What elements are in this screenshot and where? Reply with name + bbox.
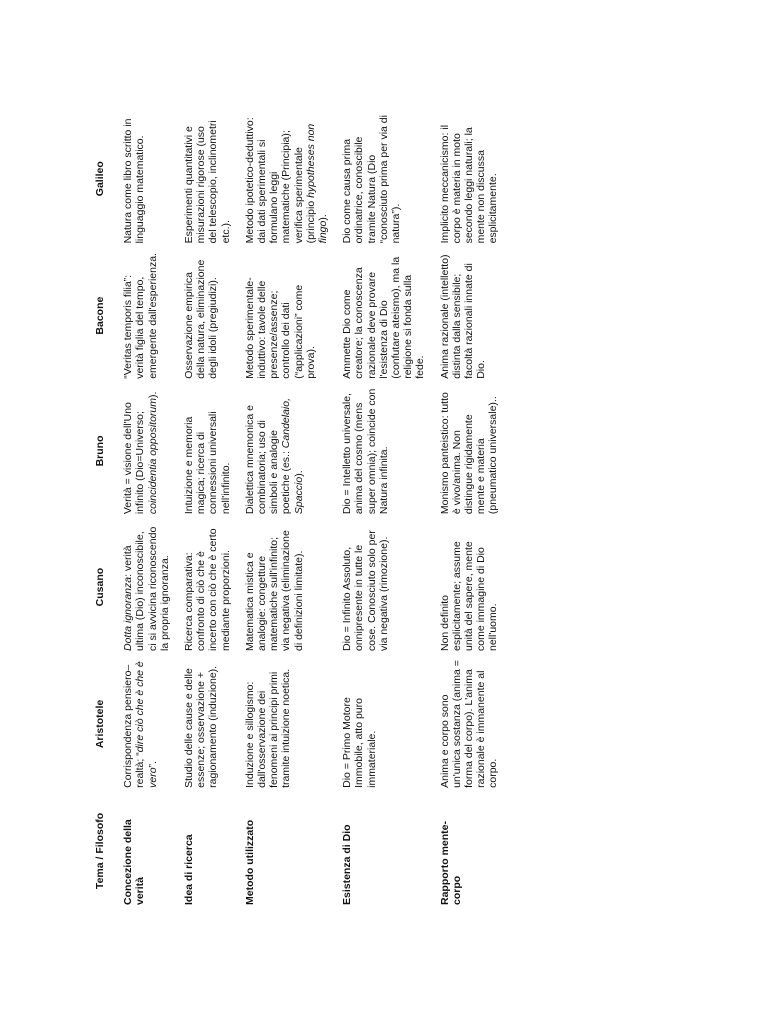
cell-bruno: Dio = Intelletto universale, anima del cosmo (mens super omnia); coincide con Natura infinita. xyxy=(341,388,390,515)
cell-aristotele: Studio delle cause e delle essenze; osservazione + ragionamento (induzione). xyxy=(183,665,220,788)
table-row xyxy=(337,109,434,909)
table-row xyxy=(118,109,179,909)
table-row xyxy=(435,109,508,909)
cell-aristotele: Anima e corpo sono un'unica sostanza (anima = forma del corpo). L'anima razionale è immanente al corpo. xyxy=(438,660,500,788)
table-row xyxy=(179,109,240,909)
corner-header: Tema / Filosofo xyxy=(94,812,106,890)
cell-galileo: Implicito meccanicismo: il corpo è materia in moto secondo leggi naturali; la mente non discussa esplicitamente. xyxy=(438,124,500,244)
cell-text: Corrispondenza pensiero–realtà; “ xyxy=(122,664,147,788)
cell-text: Dialettica mnemonica e combinatoria; uso di simboli e analogie poetiche (es.: xyxy=(243,405,293,515)
row-topic: Rapporto mente-corpo xyxy=(438,821,463,905)
cell-bacone: Osservazione empirica della natura, eliminazione degli idoli (pregiudizi). xyxy=(183,259,220,379)
col-header-bacone: Bacone xyxy=(94,296,106,335)
cell-aristotele xyxy=(118,655,179,792)
cell-italic-text: dire ciò che è che è vero xyxy=(134,661,159,788)
col-header-galileo: Galileo xyxy=(94,161,106,197)
cell-italic-text: Candelaio, Spaccio xyxy=(280,397,305,515)
col-header-cusano: Cusano xyxy=(94,567,106,607)
cell-text: ”. xyxy=(146,761,159,768)
cell-galileo: Esperimenti quantitativi e misurazioni rigorose (uso del telescopio, inclinometri etc.). xyxy=(183,120,232,244)
cell-aristotele: Dio = Primo Motore Immobile, atto puro immateriale. xyxy=(341,697,378,788)
cell-galileo xyxy=(240,109,337,247)
cell-galileo: Natura come libro scritto in linguaggio matematico. xyxy=(122,118,147,244)
cell-text: Metodo ipotetico-deduttivo: dai dati sperimentali si formulano leggi matematiche (Principia); verifica sperimentale (principio xyxy=(243,117,317,244)
cell-cusano: Non definito esplicitamente; assume unità del sapere, mente come immagine di Dio nell'uomo. xyxy=(438,541,500,652)
cell-italic-text: Dotta ignoranza xyxy=(122,576,135,652)
header-row xyxy=(90,109,118,909)
cell-bruno: Intuizione e memoria magica; ricerca di connessioni universali nell'infinito. xyxy=(183,411,232,515)
cell-text: ). xyxy=(146,391,159,398)
cell-bacone: Metodo sperimentale-induttivo: tavole delle presenze/assenze; controllo dei dati (“applicazioni” come prova). xyxy=(243,277,317,379)
col-header-aristotele: Aristotele xyxy=(94,699,106,749)
cell-aristotele: Induzione e sillogismo: dall'osservazione dei fenomeni ai principi primi tramite intuizione noetica. xyxy=(243,668,293,788)
row-topic: Idea di ricerca xyxy=(183,834,196,905)
cell-italic-text: hypotheses non fingo xyxy=(304,123,330,244)
cell-text: ). xyxy=(317,214,330,221)
cell-text: : verità ultima (Dio) inconoscibile, ci si avvicina riconoscendo la propria ignoranza. xyxy=(122,526,171,652)
row-topic: Metodo utilizzato xyxy=(243,819,256,905)
row-topic: Esistenza di Dio xyxy=(341,824,354,905)
cell-text: ). xyxy=(292,470,305,477)
cell-bacone: Ammette Dio come creatore; la conoscenza razionale deve provare l'esistenza di Dio (confutare ateismo), ma la religione si fonda sulla fede. xyxy=(341,256,427,379)
cell-italic-text: coincidentia oppositorum xyxy=(146,397,159,515)
row-topic: Concezione della verità xyxy=(122,819,147,905)
cell-bacone: Anima razionale (intelletto) distinta dalla sensibile; facoltà razionali innate di Dio. xyxy=(438,254,488,379)
cell-bruno xyxy=(240,383,337,518)
cell-text: Verità = visione dell'Uno infinito (Dio=Universo; xyxy=(122,402,147,515)
cell-cusano: Matematica mistica e analogie: congetture matematiche sull'infinito; via negativa (eliminazione di definizioni limitate). xyxy=(243,530,305,652)
philosophers-comparison-table xyxy=(90,109,508,909)
cell-cusano xyxy=(118,518,179,655)
cell-cusano: Dio = Infinito Assoluto, onnipresente in tutte le cose. Conosciuto solo per via negativa (rimozione). xyxy=(341,530,390,652)
table-row xyxy=(240,109,337,909)
cell-galileo: Dio come causa prima ordinatrice, conoscibile tramite Natura (Dio “conosciuto prima per via di natura”). xyxy=(341,115,403,244)
cell-bruno: Monismo panteistico: tutto è vivo/anima. Non distingue rigidamente mente e materia (pneumatico universale).. xyxy=(438,392,500,515)
cell-cusano: Ricerca comparativa: confronto di ciò che è incerto con ciò che è certo mediante proporzioni. xyxy=(183,528,232,652)
cell-bruno xyxy=(118,383,179,518)
cell-bacone: “Veritas temporis filia”: verità figlia del tempo, emergente dall'esperienza. xyxy=(122,253,159,379)
col-header-bruno: Bruno xyxy=(94,435,106,467)
